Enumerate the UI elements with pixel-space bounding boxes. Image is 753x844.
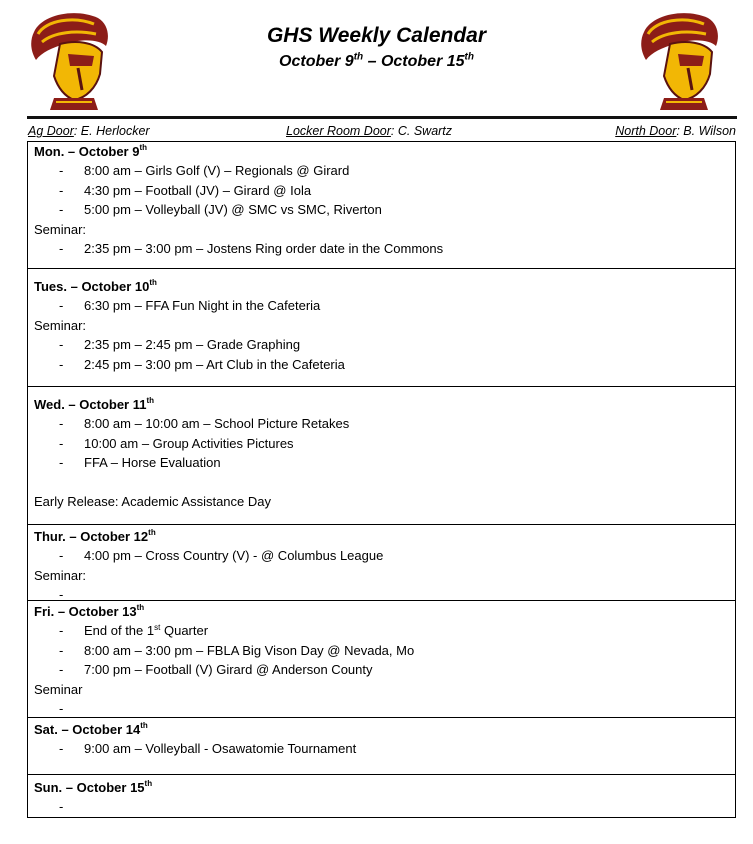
early-release-note: Early Release: Academic Assistance Day (34, 493, 271, 509)
item-text: Quarter (160, 623, 209, 638)
north-door-label: North Door (615, 124, 677, 138)
bullet-dash: - (59, 241, 64, 256)
seminar-label: Seminar: (34, 221, 87, 237)
item-text: 2:35 pm – 3:00 pm – Jostens Ring order date in the Commons (84, 241, 444, 256)
day-title (28, 778, 735, 797)
day-friday (28, 601, 735, 718)
list-item (28, 414, 735, 434)
bullet-dash: - (59, 587, 64, 602)
north-door-value: : B. Wilson (676, 124, 736, 138)
list-item (28, 296, 735, 316)
bullet-dash: - (59, 623, 64, 638)
day-title-sup: th (144, 779, 153, 788)
list-item (28, 161, 735, 181)
seminar-label: Seminar: (34, 567, 87, 583)
bullet-dash: - (59, 701, 64, 716)
subtitle-start-sup: th (353, 51, 364, 63)
list-item (28, 200, 735, 220)
north-door (615, 124, 736, 138)
list-item (28, 239, 735, 259)
subtitle-mid: – October 15 (363, 53, 465, 70)
day-tuesday (28, 269, 735, 387)
list-item (28, 181, 735, 201)
header-divider (27, 116, 737, 119)
ag-door-value: : E. Herlocker (73, 124, 150, 138)
weekly-calendar (27, 141, 736, 818)
bullet-dash: - (59, 662, 64, 677)
list-item (28, 797, 735, 817)
item-text: FFA – Horse Evaluation (84, 455, 221, 470)
day-title-sup: th (146, 396, 155, 405)
day-title-text: Wed. – October 11 (34, 397, 147, 412)
bullet-dash: - (59, 642, 64, 658)
page-title: GHS Weekly Calendar (266, 24, 487, 47)
item-sup: st (154, 623, 161, 632)
bullet-dash: - (59, 298, 64, 313)
day-title (28, 277, 735, 296)
list-item (28, 699, 735, 719)
page-subtitle (0, 53, 753, 71)
day-thursday (28, 525, 735, 601)
ag-door-label: Ag Door (28, 124, 74, 138)
bullet-dash: - (59, 182, 64, 198)
day-title-text: Sat. – October 14 (34, 722, 141, 737)
list-item (28, 621, 735, 641)
item-text: 9:00 am – Volleyball - Osawatomie Tournament (84, 741, 357, 756)
bullet-dash: - (59, 741, 64, 756)
item-text: 7:00 pm – Football (V) Girard @ Anderson County (84, 662, 373, 677)
day-title (28, 527, 735, 546)
list-item (28, 434, 735, 454)
list-item (28, 546, 735, 566)
door-assignments (28, 122, 736, 140)
day-title (28, 395, 735, 414)
day-title (28, 602, 735, 621)
item-text: 6:30 pm – FFA Fun Night in the Cafeteria (84, 298, 321, 313)
day-title-sup: th (139, 143, 148, 152)
seminar-label: Seminar (34, 681, 83, 697)
list-item (28, 641, 735, 661)
day-title-text: Fri. – October 13 (34, 604, 137, 619)
item-text: 10:00 am – Group Activities Pictures (84, 435, 294, 451)
bullet-dash: - (59, 455, 64, 470)
item-text: 8:00 am – 10:00 am – School Picture Retakes (84, 416, 350, 431)
day-saturday (28, 718, 735, 775)
item-text: 4:30 pm – Football (JV) – Girard @ Iola (84, 182, 312, 198)
list-item (28, 660, 735, 680)
day-title-sup: th (149, 278, 157, 287)
ag-door (28, 124, 150, 138)
item-text: 2:35 pm – 2:45 pm – Grade Graphing (84, 337, 301, 352)
day-title-sup: th (136, 603, 145, 612)
item-text: 2:45 pm – 3:00 pm – Art Club in the Cafeteria (84, 356, 345, 372)
list-item (28, 335, 735, 355)
day-title (28, 720, 735, 739)
day-wednesday (28, 387, 735, 525)
bullet-dash: - (59, 799, 64, 814)
list-item (28, 355, 735, 375)
day-title-sup: th (148, 528, 156, 537)
bullet-dash: - (59, 416, 64, 431)
subtitle-end-sup: th (464, 51, 474, 63)
seminar-label: Seminar: (34, 317, 87, 333)
day-title-text: Sun. – October 15 (34, 780, 145, 795)
list-item (28, 739, 735, 759)
bullet-dash: - (59, 356, 64, 372)
day-title-text: Thur. – October 12 (34, 529, 149, 544)
day-title-sup: th (140, 721, 148, 730)
item-text: 8:00 am – 3:00 pm – FBLA Big Vison Day @ Nevada, Mo (84, 642, 415, 658)
bullet-dash: - (59, 435, 64, 451)
item-text: 5:00 pm – Volleyball (JV) @ SMC vs SMC, Riverton (84, 202, 382, 217)
locker-door-value: : C. Swartz (390, 124, 453, 138)
day-title-text: Tues. – October 10 (34, 279, 150, 294)
spacer (28, 473, 735, 492)
subtitle-start: October 9 (279, 53, 354, 70)
day-monday (28, 142, 735, 269)
item-text: End of the 1 (84, 623, 155, 638)
day-title (28, 142, 735, 161)
locker-room-door (286, 124, 452, 138)
bullet-dash: - (59, 202, 64, 217)
item-text: 8:00 am – Girls Golf (V) – Regionals @ Girard (84, 163, 350, 178)
item-text: 4:00 pm – Cross Country (V) - @ Columbus League (84, 548, 384, 563)
locker-door-label: Locker Room Door (286, 124, 391, 138)
day-title-text: Mon. – October 9 (34, 144, 140, 159)
bullet-dash: - (59, 163, 64, 178)
list-item (28, 453, 735, 473)
bullet-dash: - (59, 337, 64, 352)
bullet-dash: - (59, 548, 64, 563)
day-sunday (28, 775, 735, 817)
